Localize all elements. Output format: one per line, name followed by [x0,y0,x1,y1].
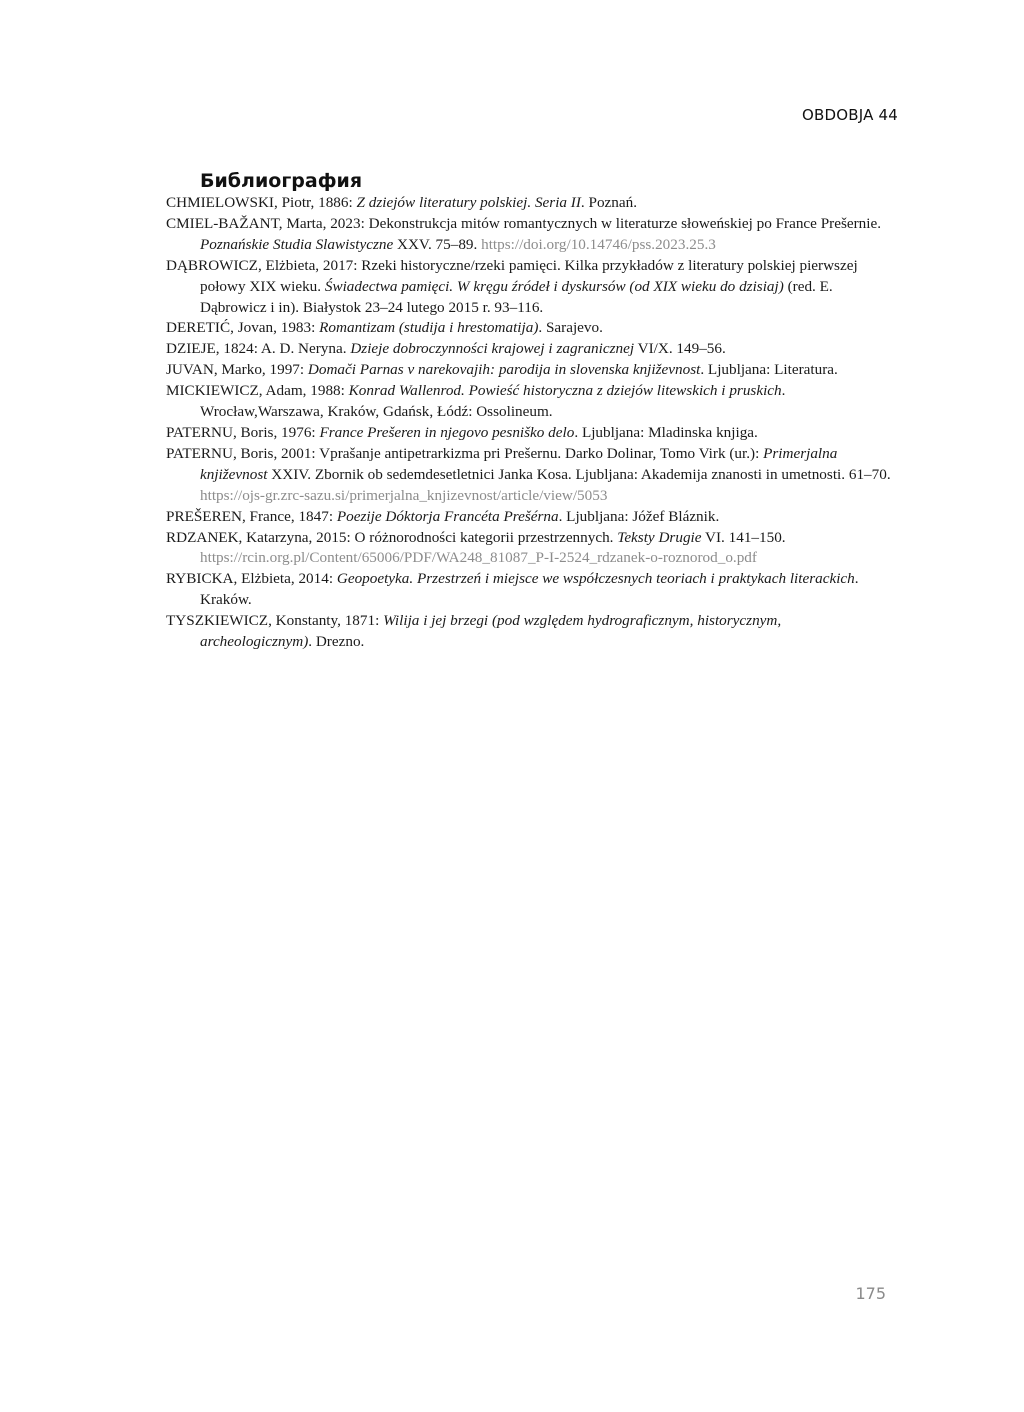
bibliography-entry [166,214,894,256]
entry-text: . Kraków. [200,570,859,609]
entry-text: DERETIĆ, Jovan, 1983: [166,319,320,337]
entry-title: Poznańskie Studia Slawistyczne [200,235,394,253]
entry-text: XXV. 75–89. [393,235,482,253]
entry-title: Dzieje dobroczynności krajowej i zagranicznej [350,340,635,358]
entry-title: Primerjalna književnost [200,444,838,483]
entry-title: Z dziejów literatury polskiej. Seria II [356,194,581,211]
bibliography-entry [166,507,894,528]
entry-text: RDZANEK, Katarzyna, 2015: O różnorodności kategorii przestrzennych. [166,528,618,546]
bibliography-entry [166,339,894,360]
entry-text: . Poznań. [580,194,638,211]
entry-text: TYSZKIEWICZ, Konstanty, 1871: [166,612,384,630]
entry-text: JUVAN, Marko, 1997: [166,361,308,379]
entry-text: DĄBROWICZ, Elżbieta, 2017: Rzeki historyczne/rzeki pamięci. Kilka przykładów z literatury polskiej pierwszej połowy XIX wieku. [166,256,858,295]
entry-link[interactable]: https://ojs-gr.zrc-sazu.si/primerjalna_knjizevnost/article/view/5053 [200,486,608,504]
bibliography-list [166,193,894,653]
bibliography-entry [166,528,894,570]
bibliography-entry [166,256,894,319]
bibliography-entry [166,381,894,423]
entry-text: PATERNU, Boris, 2001: Vprašanje antipetrarkizma pri Prešernu. Darko Dolinar, Tomo Virk (ur.): [166,444,764,462]
entry-text: . Ljubljana: Jóžef Bláznik. [558,507,720,525]
entry-text: CHMIELOWSKI, Piotr, 1886: [166,194,357,211]
entry-text: . Ljubljana: Literatura. [700,361,838,379]
entry-title: Teksty Drugie [617,528,702,546]
entry-title: Poezije Dóktorja Francéta Prešérna [336,507,559,525]
entry-title: Wilija i jej brzegi (pod względem hydrograficznym, historycznym, archeologicznym) [200,612,782,651]
entry-text: . Drezno. [308,633,365,651]
running-header: OBDOBJA 44 [801,106,898,124]
entry-text: VI. 141–150. [701,528,786,546]
entry-link[interactable]: https://doi.org/10.14746/pss.2023.25.3 [481,235,716,253]
entry-title: Świadectwa pamięci. W kręgu źródeł i dyskursów (od XIX wieku do dzisiaj) [324,277,784,295]
bibliography-entry [166,318,894,339]
entry-title: France Prešeren in njegovo pesniško delo [319,423,575,441]
entry-text: MICKIEWICZ, Adam, 1988: [166,382,349,400]
entry-text: PREŠEREN, France, 1847: [166,507,337,525]
bibliography-entry [166,193,894,214]
entry-text: . Sarajevo. [538,319,603,337]
section-title: Библиография [200,170,363,192]
entry-text: . Ljubljana: Mladinska knjiga. [574,423,758,441]
entry-title: Konrad Wallenrod. Powieść historyczna z dziejów litewskich i pruskich [348,382,782,400]
page-number: 175 [855,1284,886,1303]
entry-title: Geopoetyka. Przestrzeń i miejsce we współczesnych teoriach i praktykach literackich [336,570,855,588]
entry-text: RYBICKA, Elżbieta, 2014: [166,570,337,588]
bibliography-entry [166,423,894,444]
entry-text: VI/X. 149–56. [634,340,726,358]
entry-link[interactable]: https://rcin.org.pl/Content/65006/PDF/WA248_81087_P-I-2524_rdzanek-o-roznorod_o.pdf [200,549,757,567]
bibliography-entry [166,611,894,653]
entry-text: XXIV. Zbornik ob sedemdesetletnici Janka Kosa. Ljubljana: Akademija znanosti in umetnosti. 61–70. [267,465,891,483]
bibliography-entry [166,360,894,381]
entry-text: (red. E. Dąbrowicz i in). Białystok 23–24 lutego 2015 r. 93–116. [200,277,833,316]
entry-title: Romantizam (studija i hrestomatija) [319,319,539,337]
entry-text: PATERNU, Boris, 1976: [166,423,320,441]
entry-text: CMIEL-BAŽANT, Marta, 2023: Dekonstrukcja mitów romantycznych w literaturze słoweńskiej po France Prešernie. [166,214,882,232]
bibliography-entry [166,569,894,611]
bibliography-entry [166,444,894,507]
entry-text: DZIEJE, 1824: A. D. Neryna. [166,340,351,358]
entry-text: . Wrocław,Warszawa, Kraków, Gdańsk, Łódź: Ossolineum. [200,382,786,421]
entry-title: Domači Parnas v narekovajih: parodija in slovenska književnost [307,361,701,379]
